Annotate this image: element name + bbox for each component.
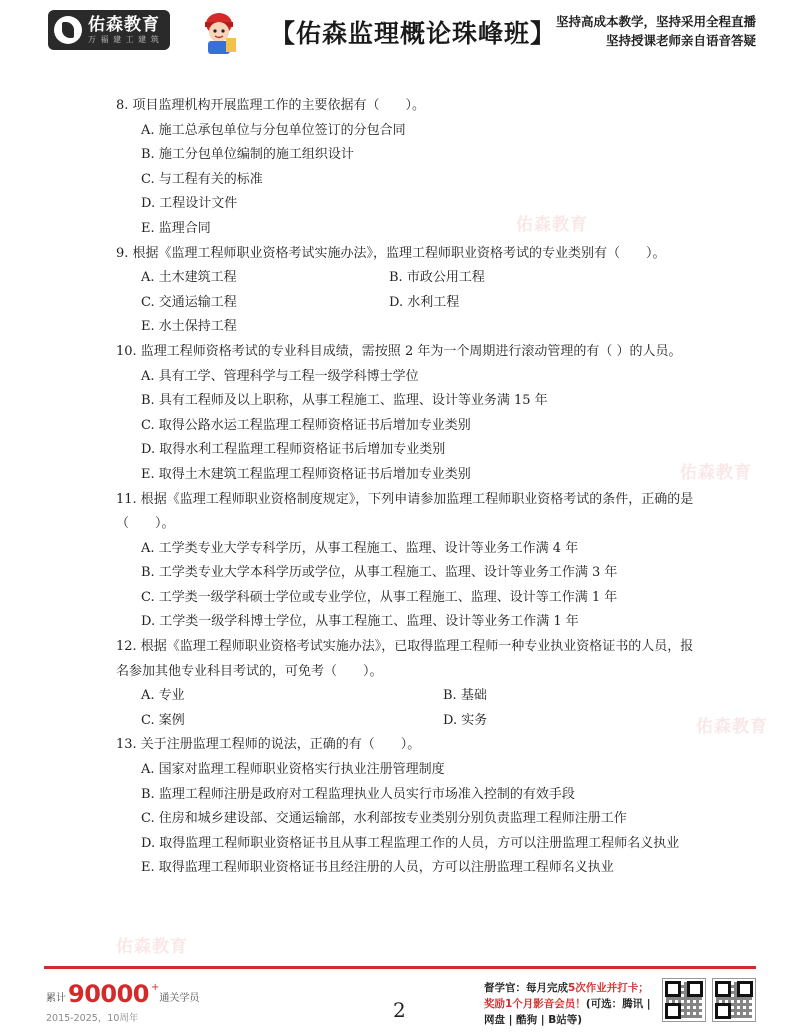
question-option: E. 水土保持工程 [141,319,237,335]
question-option: A. 施工总承包单位与分包单位签订的分包合同 [141,122,406,138]
question-option: C. 案例 [141,712,185,728]
logo-mark-icon [54,16,82,44]
qr-code-icon [662,978,706,1022]
question-option: B. 施工分包单位编制的施工组织设计 [141,147,354,163]
question-option: A. 国家对监理工程师职业资格实行执业注册管理制度 [141,762,445,778]
count-suffix: 通关学员 [159,993,200,1004]
question-option: B. 监理工程师注册是政府对工程监理执业人员实行市场准入控制的有效手段 [141,786,575,802]
watermark-3: 佑森教育 [696,717,768,737]
question-option: B. 基础 [443,688,487,704]
watermark-1: 佑森教育 [516,215,588,235]
page-header [0,0,800,64]
watermark-2: 佑森教育 [680,463,752,483]
slogan [556,12,756,50]
question-stem: 12. 根据《监理工程师职业资格考试实施办法》，已取得监理工程师一种专业执业资格证书的人员，报名参加其他专业科目考试的，可免考（ ）。 [116,639,694,679]
question-option: C. 与工程有关的标准 [141,171,263,187]
option-row [116,266,706,291]
course-title: 【佑森监理概论珠峰班】 [270,19,557,48]
question-option: B. 市政公用工程 [389,270,485,286]
logo-name: 佑森教育 [88,15,160,35]
question-option: D. 取得监理工程师职业资格证书且从事工程监理工作的人员，方可以注册监理工程师名义执业 [141,835,680,851]
question-option: D. 实务 [443,712,488,728]
promo-line-a: 督学官：每月完成 [484,982,568,994]
option-row [116,291,706,316]
question-option: C. 交通运输工程 [141,294,237,310]
slogan-line-1: 坚持高成本教学，坚持采用全程直播 [555,14,756,29]
promo-line-b: (可选：腾讯 | [585,998,651,1010]
question-option: A. 专业 [141,688,185,704]
question-option: C. 取得公路水运工程监理工程师资格证书后增加专业类别 [141,417,471,433]
student-count [46,980,199,1024]
watermark-4: 佑森教育 [116,937,188,957]
anniversary-years: 2015-2025，10周年 [46,1013,139,1024]
qr-code-icon [712,978,756,1022]
mascot-icon [196,8,242,56]
brand-logo [48,10,170,50]
question-option: D. 工学类一级学科博士学位，从事工程施工、监理、设计等业务工作满 1 年 [141,614,579,630]
question-option: E. 取得土木建筑工程监理工程师资格证书后增加专业类别 [141,466,471,482]
logo-subtext: 万 福 建 工 建 筑 [88,35,160,44]
question-option: A. 土木建筑工程 [141,270,237,286]
slogan-line-2: 坚持授课老师亲自语音答疑 [605,33,756,48]
promo-text [484,980,664,1028]
page-number: 2 [393,998,406,1022]
question-stem: 10. 监理工程师资格考试的专业科目成绩，需按照 2 年为一个周期进行滚动管理的有（ ）的人员。 [116,343,682,359]
question-option: E. 监理合同 [141,220,211,236]
question-option: D. 取得水利工程监理工程师资格证书后增加专业类别 [141,442,446,458]
question-option: A. 工学类专业大学专科学历，从事工程施工、监理、设计等业务工作满 4 年 [141,540,579,556]
footer-divider [44,966,756,969]
option-row [116,684,706,709]
question-stem: 13. 关于注册监理工程师的说法，正确的有（ ）。 [116,737,421,753]
question-stem: 11. 根据《监理工程师职业资格制度规定》，下列申请参加监理工程师职业资格考试的条件，正确的是（ ）。 [116,491,694,532]
question-list [116,94,706,881]
question-option: C. 住房和城乡建设部、交通运输部，水利部按专业类别分别负责监理工程师注册工作 [141,811,627,827]
question-stem: 9. 根据《监理工程师职业资格考试实施办法》，监理工程师职业资格考试的专业类别有（ ）。 [116,245,666,261]
count-prefix: 累计 [46,993,66,1004]
question-option: D. 工程设计文件 [141,196,238,212]
question-option: B. 工学类专业大学本科学历或学位，从事工程施工、监理、设计等业务工作满 3 年 [141,565,618,581]
option-row [116,709,706,734]
question-option: B. 具有工程师及以上职称，从事工程施工、监理、设计等业务满 15 年 [141,393,548,409]
count-number: 90000 [68,980,149,1008]
question-option: C. 工学类一级学科硕士学位或专业学位，从事工程施工、监理、设计等工作满 1 年 [141,589,618,605]
promo-line-a-red: 5次作业并打卡； [568,982,649,994]
promo-line-c: 网盘 | 酷狗 | B站等) [484,1014,583,1026]
count-plus: + [151,982,160,993]
promo-line-b-red: 奖励1个月影音会员！ [484,998,586,1010]
question-option: E. 取得监理工程师职业资格证书且经注册的人员，方可以注册监理工程师名义执业 [141,860,614,876]
question-option: A. 具有工学、管理科学与工程一级学科博士学位 [141,368,419,384]
question-option: D. 水利工程 [389,294,460,310]
question-stem: 8. 项目监理机构开展监理工作的主要依据有（ ）。 [116,98,426,113]
